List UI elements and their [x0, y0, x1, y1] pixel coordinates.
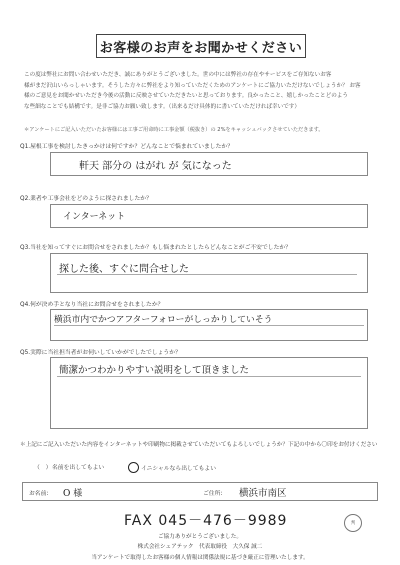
company-text: 株式会社シェアテック 代表取締役 大久保 誠二 [137, 544, 263, 550]
answer-rule [57, 376, 361, 377]
name-label: お名前: [29, 491, 49, 497]
thanks-text: ご協力ありがとうございました。 [158, 534, 242, 540]
intro-line: な些細なことでも結構です。是非ご協力お願い致します。（出来るだけ具体的に書いていただければ幸いです） [24, 103, 300, 110]
cashback-note: ＊アンケートにご記入いただいたお客様には工事ご用命時に工事金額（税抜き）の 2%をキャッシュバックさせていただきます。 [24, 127, 324, 133]
answer-rule [54, 325, 364, 326]
option-paren: （ ） [34, 465, 52, 471]
address-value[interactable]: 横浜市南区 [239, 488, 287, 499]
stamp-seal [344, 514, 362, 532]
intro-line: 様がまだ沢山いらっしゃいます。そうした方々に弊社をより知っていただくためのアンケートにご協力いただけないでしょうか？ お客 [24, 82, 361, 89]
selected-circle-icon [128, 462, 139, 473]
question-4-label: Q4.何が決め手となり当社にお問合せをされましたか？ [20, 302, 164, 308]
intro-line: 様のご意見をお聞かせいただき今後の活動に反映させていただきたいと思っております。良かったこと、嬉しかったことどのよう [24, 93, 348, 99]
publish-option-initial-label: イニシャルなら出してもよい [141, 466, 217, 472]
privacy-text: 当アンケートで取得したお客様の個人情報は関係法規に基づき厳正に管理いたします。 [91, 555, 309, 561]
question-3-answer: 探した後、すぐに問合せした [59, 264, 189, 275]
question-3-label: Q3.当社を知ってすぐにお問合せをされましたか？もし悩まれたとしたらどんなことがご不安でしたか？ [20, 245, 291, 251]
question-1-label: Q1.屋根工事を検討したきっかけは何ですか？どんなことで悩まれていましたか？ [20, 144, 233, 150]
publish-question: ＊上記にご記入いただいた内容をインターネットや印刷物に掲載させていただいてもよろしいでしょうか？下記の中から〇印をお付けください [20, 442, 378, 448]
publish-option-initial[interactable] [128, 462, 216, 473]
question-2-answer-box[interactable] [50, 204, 368, 228]
intro-line: この度は弊社にお問い合わせいただき、誠にありがとうございました。世の中には弊社の存在やサービスをご存知ないお客 [24, 72, 332, 78]
intro-text [24, 70, 380, 112]
page-title [96, 34, 306, 58]
stamp-text: 判 [350, 521, 356, 526]
answer-rule [57, 274, 357, 275]
question-4-answer-box[interactable] [50, 309, 368, 341]
question-1-answer-box[interactable] [50, 152, 368, 176]
question-1-answer: 軒天 部分の はがれ が 気になった [79, 161, 232, 172]
question-5-label: Q5.実際に当社担当者がお伺いしていかがでしたでしょうか？ [20, 350, 181, 356]
page-title-text: お客様のお声をお聞かせください [99, 40, 303, 56]
fax-number: FAX 045－476－9989 [124, 513, 288, 529]
name-address-row [22, 482, 378, 501]
publish-option-name[interactable] [34, 462, 104, 471]
name-value[interactable]: O 様 [63, 489, 83, 499]
question-4-answer: 横浜市内でかつアフターフォローがしっかりしていそう [54, 315, 273, 325]
question-5-answer: 簡潔かつわかりやすい説明をして頂きました [59, 365, 250, 376]
question-2-label: Q2.業者や工事会社をどのように探されましたか？ [20, 196, 152, 202]
question-5-answer-box[interactable] [50, 357, 368, 429]
address-label: ご住所: [203, 491, 223, 497]
question-2-answer: インターネット [63, 212, 126, 222]
publish-option-name-label: 名前を出してもよい [52, 465, 105, 471]
question-3-answer-box[interactable] [50, 253, 368, 293]
